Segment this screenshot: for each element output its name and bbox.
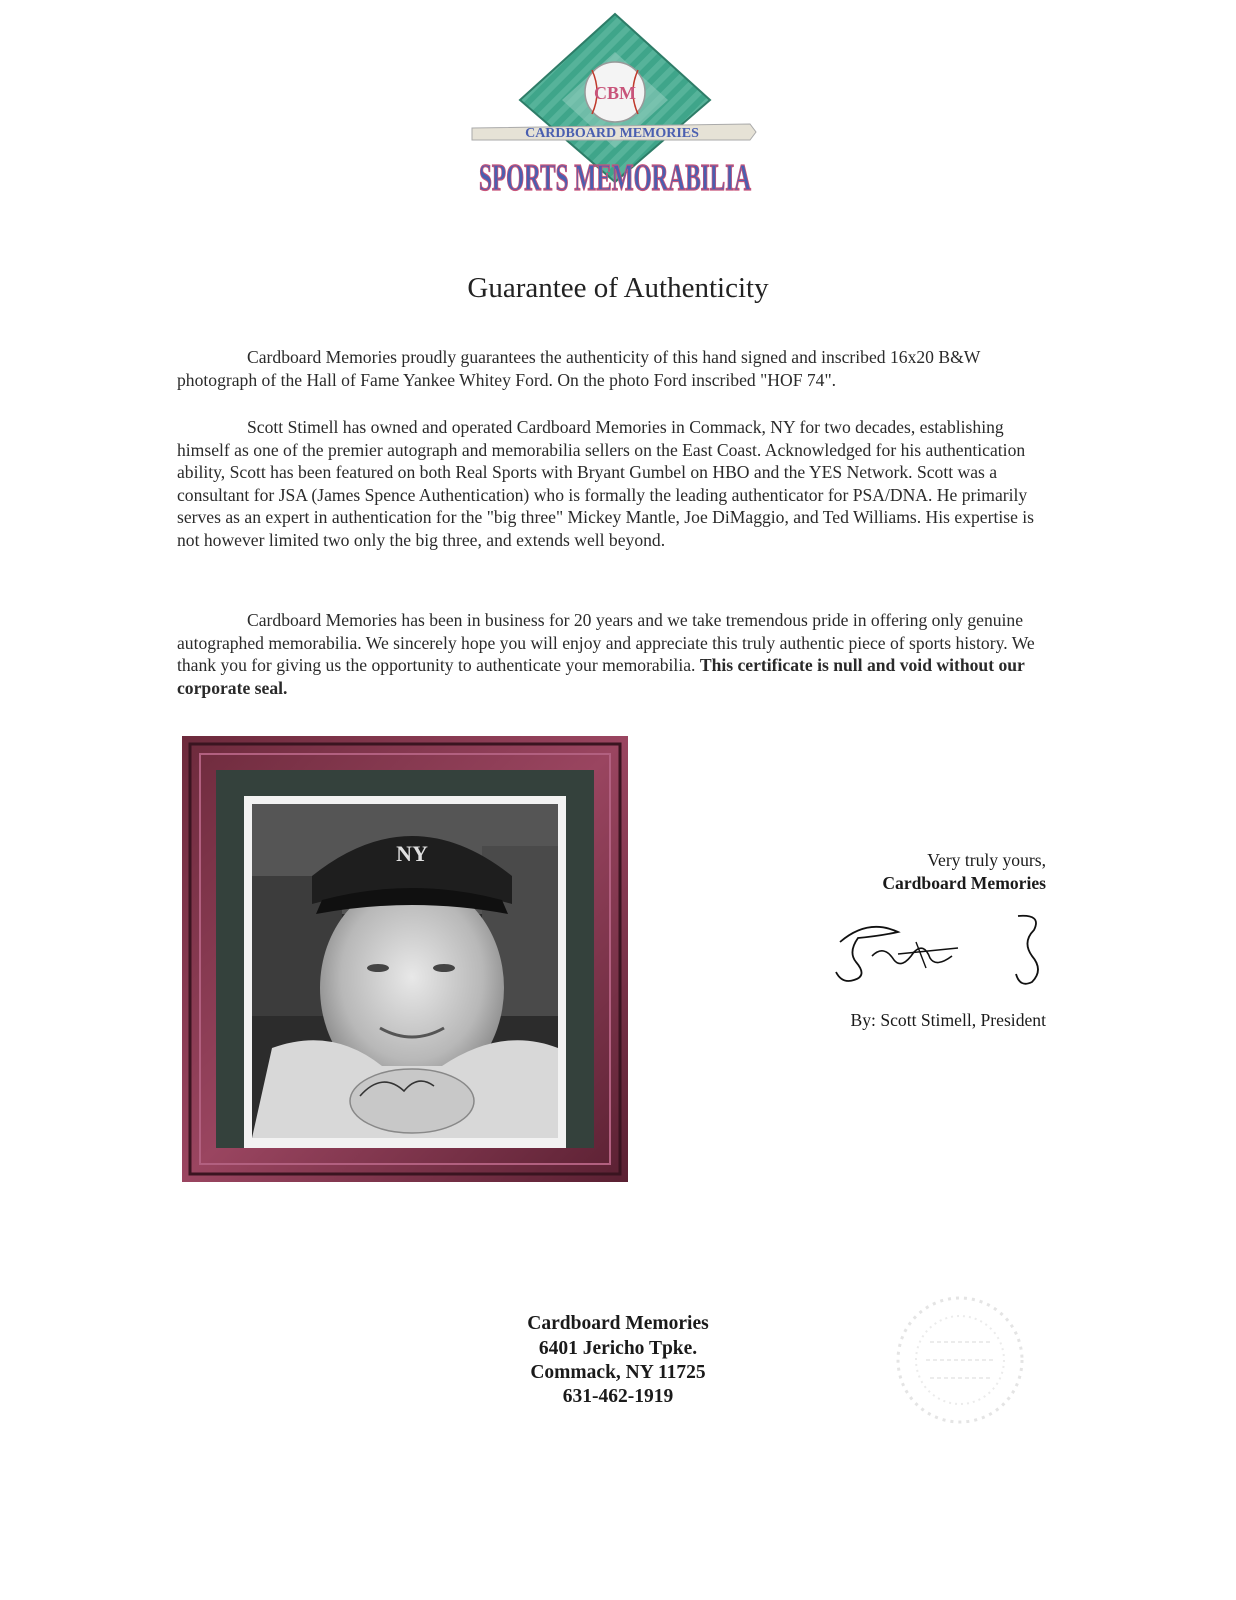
signed-by: By: Scott Stimell, President xyxy=(850,1010,1046,1030)
closing-salutation: Very truly yours, xyxy=(927,850,1046,870)
company-logo xyxy=(470,12,760,227)
paragraph-business xyxy=(177,609,1057,699)
logo-tagline: SPORTS MEMORABILIA xyxy=(479,157,752,199)
document-title: Guarantee of Authenticity xyxy=(467,272,769,304)
paragraph-guarantee-text: Cardboard Memories proudly guarantees the authenticity of this hand signed and inscribed 16x20 B&W photograph of the Hall of Fame Yankee Whitey Ford. On the photo Ford inscribed "HOF 74". xyxy=(177,347,981,390)
paragraph-about-scott xyxy=(177,416,1057,552)
paragraph-guarantee xyxy=(177,346,1057,391)
signature-image xyxy=(828,912,1058,992)
address-city: Commack, NY 11725 xyxy=(530,1362,706,1383)
closing-company: Cardboard Memories xyxy=(882,873,1046,893)
framed-photograph xyxy=(182,736,628,1182)
address-company: Cardboard Memories xyxy=(527,1313,709,1334)
logo-initials: CBM xyxy=(594,83,636,103)
embossed-seal xyxy=(890,1290,1030,1430)
seal-disclaimer: This certificate is null and void without our corporate seal. xyxy=(177,655,1025,698)
address-phone: 631-462-1919 xyxy=(562,1386,674,1407)
logo-banner-text: CARDBOARD MEMORIES xyxy=(525,126,699,141)
address-street: 6401 Jericho Tpke. xyxy=(538,1338,698,1359)
paragraph-about-scott-text: Scott Stimell has owned and operated Cardboard Memories in Commack, NY for two decades, establishing himself as one of the premier autograph and memorabilia sellers on the East Coast. Acknowledged for his authentication ability, Scott has been featured on both Real Sports with Bryant Gumbel on HBO and the YES Network. Scott was a consultant for JSA (James Spence Authentication) who is formally the leading authenticator for PSA/DNA. He primarily serves as an expert in authentication for the "big three" Mickey Mantle, Joe DiMaggio, and Ted Williams. His expertise is not however limited two only the big three, and extends well beyond. xyxy=(177,417,1035,550)
cap-logo: NY xyxy=(396,841,428,866)
paragraph-business-text: Cardboard Memories has been in business for 20 years and we take tremendous pride in offering only genuine autographed memorabilia. We sincerely hope you will enjoy and appreciate this truly authentic piece of sports history. We thank you for giving us the opportunity to authenticate your memorabilia. xyxy=(177,610,1035,676)
